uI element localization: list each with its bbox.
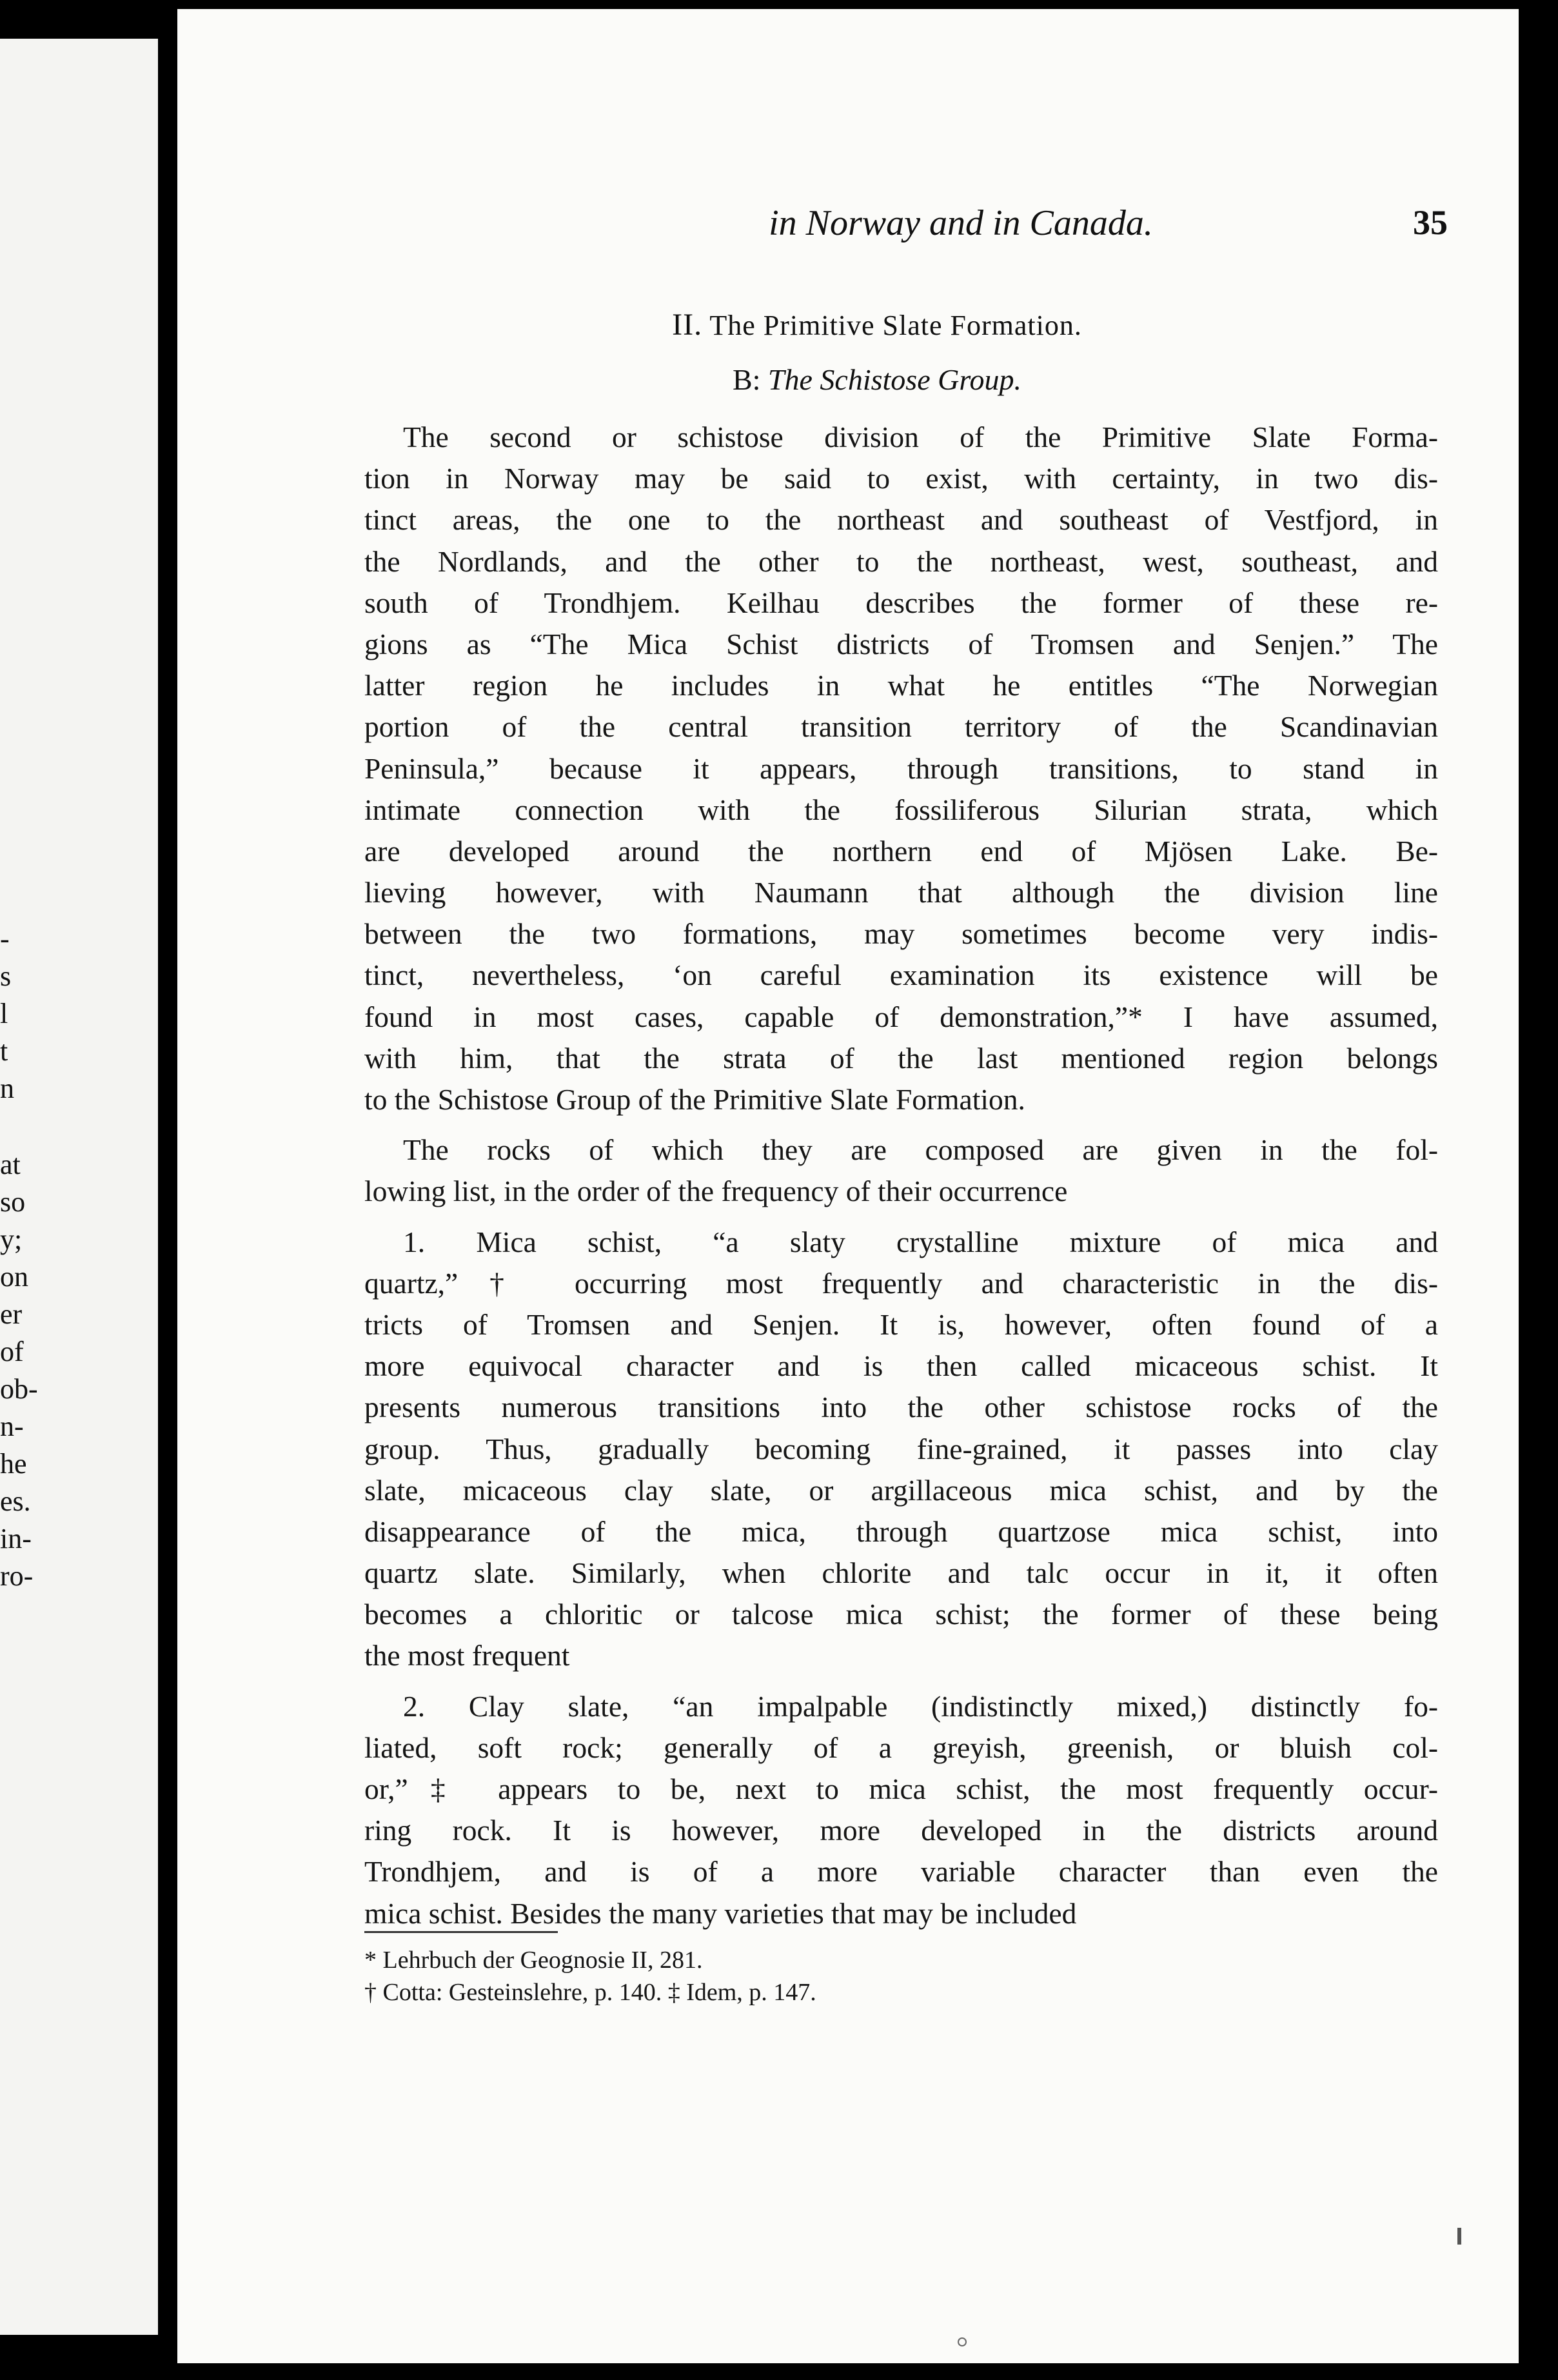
left-page-text-fragment: ob-: [0, 1373, 38, 1405]
running-head: [606, 203, 1448, 254]
text-line: Trondhjem, and is of a more variable character than even the: [364, 1855, 1438, 1889]
text-line: slate, micaceous clay slate, or argillaceous mica schist, and by the: [364, 1473, 1438, 1507]
paragraph: [364, 417, 1438, 1120]
text-line: with him, that the strata of the last mentioned region belongs: [364, 1041, 1438, 1075]
text-line: more equivocal character and is then called micaceous schist. It: [364, 1349, 1438, 1383]
left-page-text-fragment: er: [0, 1298, 23, 1330]
text-line: lowing list, in the order of the frequency of their occurrence: [364, 1175, 1068, 1208]
footnote-1: * Lehrbuch der Geognosie II, 281.: [364, 1947, 703, 1974]
left-page-text-fragment: on: [0, 1261, 28, 1293]
left-page-text-fragment: l: [0, 998, 8, 1029]
paragraph: [364, 1686, 1438, 1934]
left-page-text-fragment: of: [0, 1336, 24, 1367]
section-heading: [358, 307, 1396, 342]
scan-border: [1519, 0, 1558, 2380]
footnote-2: † Cotta: Gesteinslehre, p. 140. ‡ Idem, p. 147.: [364, 1979, 816, 2006]
text-line: disappearance of the mica, through quartzose mica schist, into: [364, 1514, 1438, 1548]
left-page-text-fragment: -: [0, 923, 10, 955]
book-page: [177, 9, 1519, 2363]
text-line: presents numerous transitions into the other schistose rocks of the: [364, 1391, 1438, 1424]
paragraph: [364, 1129, 1438, 1212]
text-line: ring rock. It is however, more developed in the districts around: [364, 1814, 1438, 1847]
left-page-text-fragment: es.: [0, 1485, 31, 1517]
paragraph-gap: [364, 1213, 1438, 1222]
text-line: tricts of Tromsen and Senjen. It is, however, often found of a: [364, 1307, 1438, 1341]
left-page-text-fragment: he: [0, 1448, 27, 1480]
left-page-text-fragment: at: [0, 1149, 21, 1180]
text-line: or,”‡ appears to be, next to mica schist, the most frequently occur-: [364, 1772, 1438, 1805]
subheading: [358, 362, 1396, 397]
text-line: mica schist. Besides the many varieties that may be included: [364, 1896, 1077, 1930]
text-line: group. Thus, gradually becoming fine-grained, it passes into clay: [364, 1432, 1438, 1465]
section-number: II.: [672, 308, 703, 342]
left-page-text-fragment: n-: [0, 1411, 24, 1442]
page-number: 35: [1413, 203, 1448, 242]
text-line: intimate connection with the fossiliferous Silurian strata, which: [364, 793, 1438, 826]
text-line: between the two formations, may sometimes become very indis-: [364, 917, 1438, 951]
left-page-text-fragment: in-: [0, 1523, 32, 1554]
text-line: becomes a chloritic or talcose mica schist; the former of these being: [364, 1598, 1438, 1631]
footnotes: [364, 1944, 1438, 2008]
left-page-text-fragment: n: [0, 1073, 14, 1104]
subheading-title: The Schistose Group.: [767, 363, 1022, 396]
text-line: south of Trondhjem. Keilhau describes the former of these re-: [364, 586, 1438, 619]
left-page-text-fragment: s: [0, 960, 12, 992]
text-line: found in most cases, capable of demonstration,”* I have assumed,: [364, 1000, 1438, 1033]
left-page-text-fragment: y;: [0, 1224, 23, 1255]
subheading-label: B:: [732, 363, 761, 396]
left-page-text-fragment: ro-: [0, 1560, 34, 1592]
text-line: quartz,”† occurring most frequently and characteristic in the dis-: [364, 1266, 1438, 1300]
text-line: the Nordlands, and the other to the northeast, west, southeast, and: [364, 544, 1438, 578]
text-line: the most frequent: [364, 1639, 570, 1672]
section-title: The Primitive Slate Formation.: [709, 310, 1082, 341]
text-line: tinct areas, the one to the northeast and southeast of Vestfjord, in: [364, 503, 1438, 537]
text-line: tion in Norway may be said to exist, with certainty, in two dis-: [364, 462, 1438, 495]
text-line: are developed around the northern end of Mjösen Lake. Be-: [364, 834, 1438, 868]
text-line: portion of the central transition territory of the Scandinavian: [364, 710, 1438, 744]
text-line: gions as “The Mica Schist districts of Tromsen and Senjen.” The: [364, 627, 1438, 660]
footnote-rule: [364, 1931, 558, 1933]
text-line: liated, soft rock; generally of a greyish, greenish, or bluish col-: [364, 1730, 1438, 1764]
text-line: tinct, nevertheless, ‘on careful examination its existence will be: [364, 958, 1438, 992]
text-line: lieving however, with Naumann that although the division line: [364, 876, 1438, 909]
book-gutter: [158, 0, 177, 2380]
text-line: 2. Clay slate, “an impalpable (indistinctly mixed,) distinctly fo-: [403, 1689, 1438, 1723]
text-line: Peninsula,” because it appears, through transitions, to stand in: [364, 751, 1438, 785]
paragraph-gap: [364, 1677, 1438, 1686]
text-line: quartz slate. Similarly, when chlorite and talc occur in it, it often: [364, 1556, 1438, 1590]
scan-mark: [958, 2337, 967, 2346]
text-line: to the Schistose Group of the Primitive Slate Formation.: [364, 1083, 1025, 1116]
body-text: [364, 417, 1438, 1934]
text-line: The second or schistose division of the Primitive Slate Forma-: [403, 421, 1438, 453]
left-page-fragment: [0, 39, 158, 2335]
left-page-text-fragment: t: [0, 1035, 8, 1067]
text-line: latter region he includes in what he entitles “The Norwegian: [364, 669, 1438, 702]
paragraph: [364, 1222, 1438, 1677]
left-page-text-fragment: so: [0, 1186, 26, 1218]
running-title: in Norway and in Canada.: [769, 203, 1153, 243]
paragraph-gap: [364, 1120, 1438, 1129]
text-line: 1. Mica schist, “a slaty crystalline mixture of mica and: [403, 1225, 1438, 1258]
scan-mark: [1457, 2228, 1461, 2245]
text-line: The rocks of which they are composed are given in the fol-: [403, 1133, 1438, 1167]
